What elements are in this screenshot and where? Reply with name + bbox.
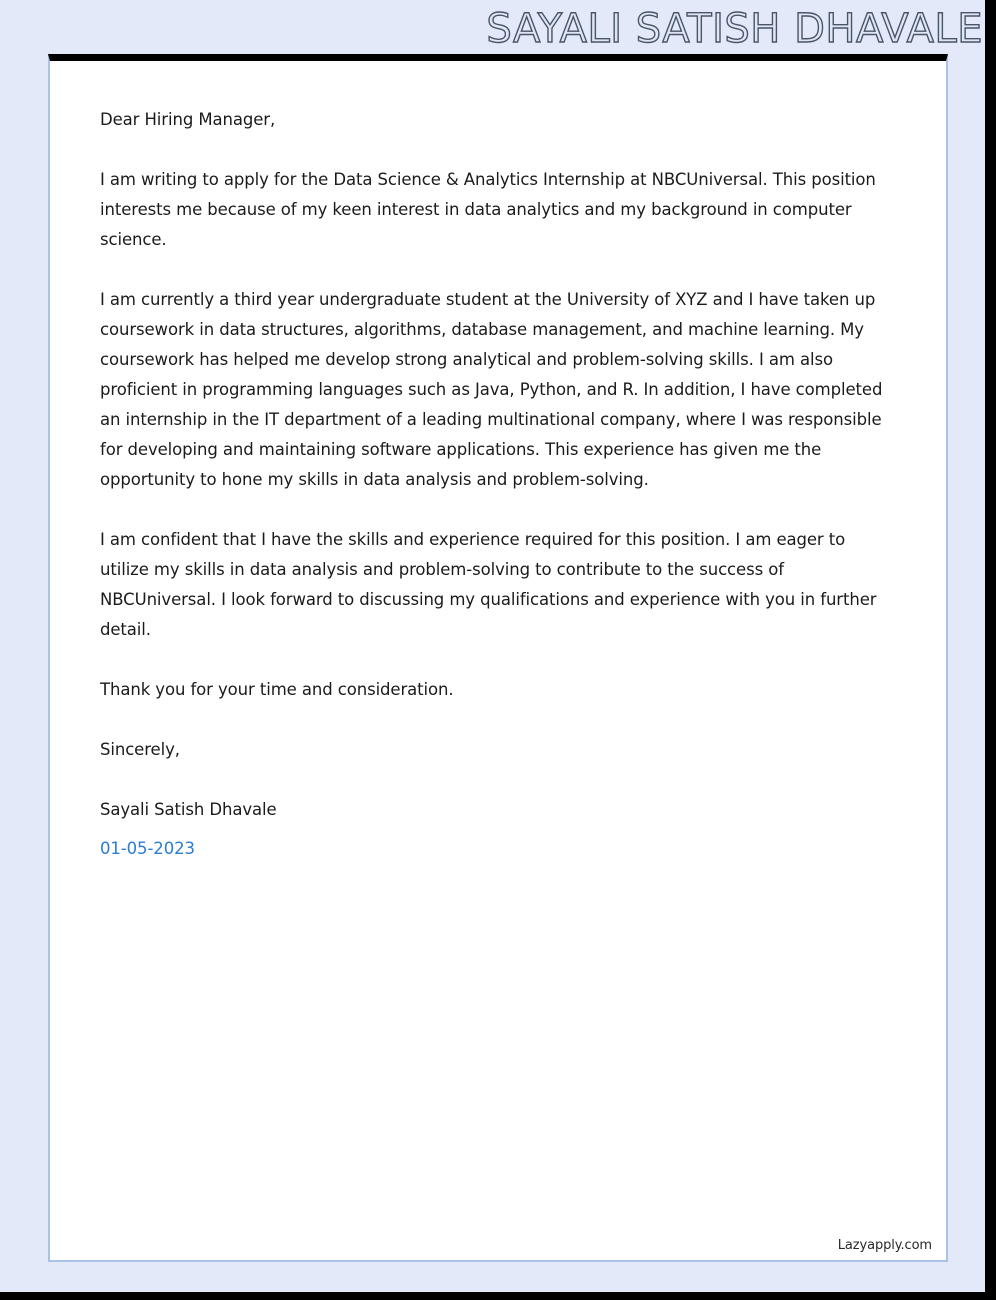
letter-paragraph-1: I am writing to apply for the Data Science & Analytics Internship at NBCUniversal. This position interests me because of my keen interest in data analytics and my background in computer science. bbox=[100, 170, 876, 249]
canvas-edge-right bbox=[985, 0, 996, 1300]
letter-thanks: Thank you for your time and consideration. bbox=[100, 680, 454, 699]
letter-date: 01-05-2023 bbox=[100, 839, 195, 858]
footer-watermark: Lazyapply.com bbox=[837, 1238, 932, 1253]
letter-signature-name: Sayali Satish Dhavale bbox=[100, 800, 277, 819]
canvas-edge-bottom bbox=[0, 1292, 996, 1300]
letter-sign-off: Sincerely, bbox=[100, 740, 180, 759]
header-band bbox=[0, 0, 985, 54]
document-page-inner bbox=[50, 61, 946, 1260]
document-page bbox=[48, 54, 948, 1262]
cover-letter-body bbox=[100, 105, 894, 864]
letter-salutation: Dear Hiring Manager, bbox=[100, 110, 276, 129]
letter-paragraph-3: I am confident that I have the skills and experience required for this position. I am eager to utilize my skills in data analysis and problem-solving to contribute to the success of NBCUniversal. I look forward to discussing my qualifications and experience with you in further detail. bbox=[100, 530, 877, 639]
page-title: SAYALI SATISH DHAVALE bbox=[486, 6, 983, 52]
letter-paragraph-2: I am currently a third year undergraduate student at the University of XYZ and I have taken up coursework in data structures, algorithms, database management, and machine learning. My coursework has helped me develop strong analytical and problem-solving skills. I am also proficient in programming languages such as Java, Python, and R. In addition, I have completed an internship in the IT department of a leading multinational company, where I was responsible for developing and maintaining software applications. This experience has given me the opportunity to hone my skills in data analysis and problem-solving. bbox=[100, 290, 883, 489]
